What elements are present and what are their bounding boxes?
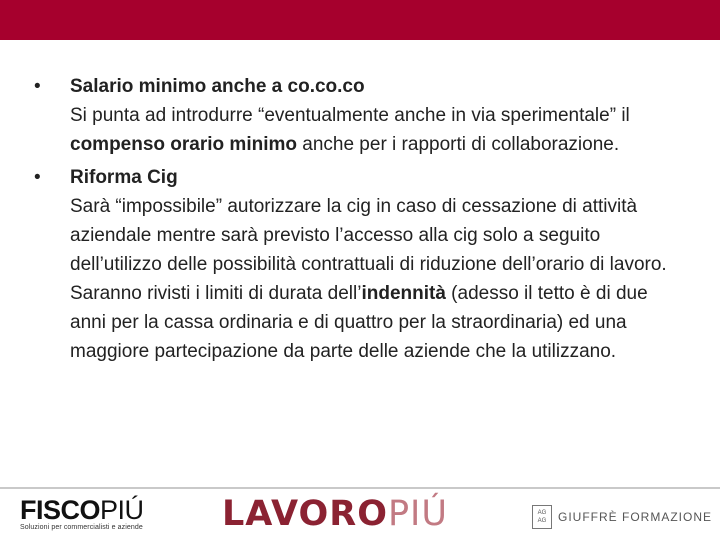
bullet-item <box>34 72 684 159</box>
slide-content <box>34 72 684 370</box>
lavoropiu-word: LAVORO <box>222 494 388 534</box>
giuffre-emblem-bottom: AG <box>537 518 547 524</box>
header-band <box>0 0 720 40</box>
fiscopiu-piu: PIÚ <box>100 495 144 525</box>
bullet-body <box>70 101 684 159</box>
giuffre-wordmark: GIUFFRÈ FORMAZIONE <box>558 510 712 524</box>
fiscopiu-tagline: Soluzioni per commercialisti e aziende <box>20 524 143 531</box>
footer-bar <box>0 487 720 540</box>
body-text-bold: compenso orario minimo <box>70 134 297 155</box>
lavoropiu-logo <box>222 494 448 534</box>
giuffre-logo <box>532 505 712 529</box>
bullet-body <box>70 192 684 366</box>
lavoropiu-piu: PIÚ <box>387 494 448 534</box>
giuffre-emblem-icon <box>532 505 552 529</box>
body-text: Sarà “impossibile” autorizzare la cig in caso di cessazione di attività aziendale mentre sarà previsto l’accesso alla cig solo a seguito dell’utilizzo delle possibilità contrattuali di riduzione dell’orario di lavoro. Saranno rivisti i limiti di durata dell’ <box>70 196 667 304</box>
bullet-marker: • <box>34 76 41 97</box>
bullet-title: Salario minimo anche a co.co.co <box>70 76 365 97</box>
body-text: anche per i rapporti di collaborazione. <box>296 134 620 155</box>
bullet-title: Riforma Cig <box>70 167 178 188</box>
body-text-bold: indennità <box>361 283 446 304</box>
bullet-item <box>34 163 684 366</box>
fiscopiu-logo <box>20 495 144 531</box>
body-text: (adesso il tetto è di due anni per la cassa ordinaria e di quattro per la straordinaria) ed una maggiore partecipazione da parte delle aziende che la utilizzano. <box>70 283 648 362</box>
fiscopiu-wordmark <box>20 495 144 525</box>
footer-divider <box>0 487 720 489</box>
giuffre-emblem-top: AG <box>537 510 547 516</box>
fiscopiu-word: FISCO <box>20 495 101 525</box>
bullet-marker: • <box>34 167 41 188</box>
body-text: Si punta ad introdurre “eventualmente anche in via sperimentale” il <box>70 105 630 126</box>
